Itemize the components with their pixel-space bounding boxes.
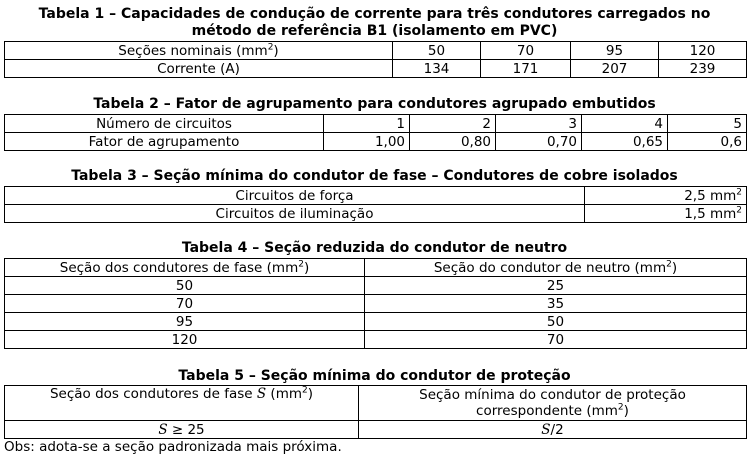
table1-sections-label: Seções nominais $(mm^2)$ [5,42,393,60]
table4-header-neutral: Seção do condutor de neutro $(mm^2)$ [365,259,747,277]
table2-factor-cell: 0,6 [668,133,747,151]
table2-circuits-label: Número de circuitos [5,115,324,133]
table-row [5,313,747,331]
table1-section-cell: 70 [481,42,571,60]
table3-row-label: Circuitos de iluminação [5,205,585,223]
table5 [4,385,747,439]
table4-phase-cell: 95 [5,313,365,331]
table-row [5,115,747,133]
table1-current-cell: 134 [393,60,481,78]
table-row [5,386,747,421]
table-row [5,277,747,295]
table2-circuit-cell: 3 [496,115,582,133]
table2-title: Tabela 2 – Fator de agrupamento para condutores agrupado embutidos [93,96,656,112]
table4-neutral-cell: 35 [365,295,747,313]
table1-title-line1: Tabela 1 – Capacidades de condução de corrente para três condutores carregados no [38,6,711,22]
observation-note: Obs: adota-se a seção padronizada mais próxima. [4,439,342,455]
table5-header-phase: Seção dos condutores de fase S $(mm^2)$ [5,386,359,421]
table2-circuit-cell: 2 [410,115,496,133]
table3 [4,186,747,223]
table2-factor-cell: 1,00 [324,133,410,151]
table1-current-cell: 171 [481,60,571,78]
table-row [5,331,747,349]
table4-header-phase: Seção dos condutores de fase $(mm^2)$ [5,259,365,277]
table1-current-cell: 207 [571,60,659,78]
table2-circuit-cell: 4 [582,115,668,133]
table2-factor-label: Fator de agrupamento [5,133,324,151]
table-row [5,187,747,205]
table1-current-label: Corrente (A) [5,60,393,78]
table-row [5,421,747,439]
table2 [4,114,747,151]
table2-factor-cell: 0,70 [496,133,582,151]
table2-circuit-cell: 1 [324,115,410,133]
table1-section-cell: 95 [571,42,659,60]
table3-title: Tabela 3 – Seção mínima do condutor de fase – Condutores de cobre isolados [71,168,678,184]
table2-factor-cell: 0,65 [582,133,668,151]
table3-row-value: 1,5 $mm^2$ [585,205,747,223]
table3-row-label: Circuitos de força [5,187,585,205]
table4-phase-cell: 50 [5,277,365,295]
table4 [4,258,747,349]
table5-header-protection: Seção mínima do condutor de proteção correspondente $(mm^2)$ [359,386,747,421]
table4-neutral-cell: 70 [365,331,747,349]
table-row [5,259,747,277]
table-row [5,205,747,223]
table2-circuit-cell: 5 [668,115,747,133]
table-row [5,133,747,151]
table5-result-cell: S/2 [359,421,747,439]
table4-phase-cell: 70 [5,295,365,313]
table4-neutral-cell: 25 [365,277,747,295]
table4-neutral-cell: 50 [365,313,747,331]
table5-title: Tabela 5 – Seção mínima do condutor de proteção [178,368,571,384]
table5-condition-cell: S ≥ 25 [5,421,359,439]
table2-factor-cell: 0,80 [410,133,496,151]
table1-section-cell: 50 [393,42,481,60]
table-row [5,60,747,78]
table4-title: Tabela 4 – Seção reduzida do condutor de neutro [181,240,568,256]
table1-current-cell: 239 [659,60,747,78]
table1 [4,41,747,78]
table-row [5,295,747,313]
table3-row-value: 2,5 $mm^2$ [585,187,747,205]
table1-section-cell: 120 [659,42,747,60]
table1-title-line2: método de referência B1 (isolamento em PVC) [191,23,558,39]
table-row [5,42,747,60]
table4-phase-cell: 120 [5,331,365,349]
